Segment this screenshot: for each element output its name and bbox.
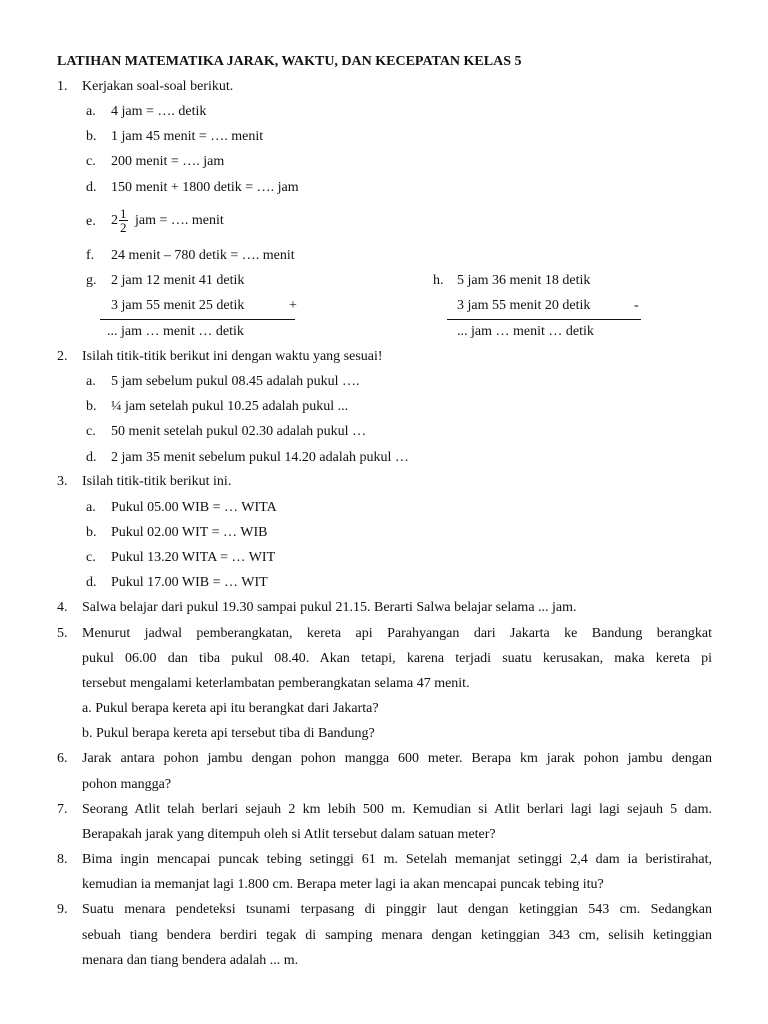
question-4-text: Salwa belajar dari pukul 19.30 sampai pukul 21.15. Berarti Salwa belajar selama ... jam. — [82, 600, 577, 615]
q1d-text: 150 menit + 1800 detik = …. jam — [111, 180, 299, 195]
q1e-label: e. — [86, 214, 96, 229]
question-3-number: 3. — [57, 474, 68, 489]
question-8-line-1: Bima ingin mencapai puncak tebing setinggi 61 m. Setelah memanjat setinggi 2,4 dam ia beristirahat, — [82, 852, 712, 867]
question-7-line-2: Berapakah jarak yang ditempuh oleh si Atlit tersebut dalam satuan meter? — [82, 827, 496, 842]
q1b-label: b. — [86, 129, 97, 144]
question-5-line-3: tersebut mengalami keterlambatan pemberangkatan selama 47 menit. — [82, 676, 470, 691]
q2a-label: a. — [86, 374, 96, 389]
q2c-label: c. — [86, 424, 96, 439]
question-9-number: 9. — [57, 902, 68, 917]
question-2-text: Isilah titik-titik berikut ini dengan waktu yang sesuai! — [82, 349, 383, 364]
question-9-line-3: menara dan tiang bendera adalah ... m. — [82, 953, 299, 968]
q3c-label: c. — [86, 550, 96, 565]
q3c-text: Pukul 13.20 WITA = … WIT — [111, 550, 276, 565]
page-title: LATIHAN MATEMATIKA JARAK, WAKTU, DAN KECEPATAN KELAS 5 — [57, 54, 522, 69]
q1d-label: d. — [86, 180, 97, 195]
q3a-label: a. — [86, 500, 96, 515]
q1a-label: a. — [86, 104, 96, 119]
question-9-line-1: Suatu menara pendeteksi tsunami terpasang di pinggir laut dengan ketinggian 543 cm. Sedangkan — [82, 902, 712, 917]
q3a-text: Pukul 05.00 WIB = … WITA — [111, 500, 277, 515]
fraction — [119, 207, 128, 234]
q1h-difference-line — [447, 319, 641, 320]
q1h-line2: 3 jam 55 menit 20 detik — [457, 298, 591, 313]
question-1-text: Kerjakan soal-soal berikut. — [82, 79, 234, 94]
q3b-text: Pukul 02.00 WIT = … WIB — [111, 525, 268, 540]
mixed-number-whole: 2 — [111, 213, 118, 228]
q1e-rest: jam = …. menit — [135, 213, 224, 228]
question-7-number: 7. — [57, 802, 68, 817]
q3d-text: Pukul 17.00 WIB = … WIT — [111, 575, 268, 590]
question-6-line-1: Jarak antara pohon jambu dengan pohon mangga 600 meter. Berapa km jarak pohon jambu dengan — [82, 751, 712, 766]
question-5-sub-a: a. Pukul berapa kereta api itu berangkat dari Jakarta? — [82, 701, 379, 716]
q2d-text: 2 jam 35 menit sebelum pukul 14.20 adalah pukul … — [111, 450, 409, 465]
q1h-line1: 5 jam 36 menit 18 detik — [457, 273, 591, 288]
fraction-numerator: 1 — [120, 206, 127, 222]
question-9-line-2: sebuah tiang bendera berdiri tegak di samping menara dengan ketinggian 343 cm, selisih ketinggian — [82, 928, 712, 943]
question-8-line-2: kemudian ia memanjat lagi 1.800 cm. Berapa meter lagi ia akan mencapai puncak tebing itu? — [82, 877, 604, 892]
q2b-label: b. — [86, 399, 97, 414]
q3b-label: b. — [86, 525, 97, 540]
q1g-label: g. — [86, 273, 97, 288]
q1h-result: ... jam … menit … detik — [457, 324, 594, 339]
q1c-text: 200 menit = …. jam — [111, 154, 225, 169]
q1g-line2: 3 jam 55 menit 25 detik — [111, 298, 245, 313]
question-1-number: 1. — [57, 79, 68, 94]
q2a-text: 5 jam sebelum pukul 08.45 adalah pukul …. — [111, 374, 360, 389]
question-8-number: 8. — [57, 852, 68, 867]
q1f-text: 24 menit – 780 detik = …. menit — [111, 248, 295, 263]
q1e-text — [111, 204, 224, 238]
q1g-operator: + — [289, 298, 297, 313]
q1a-text: 4 jam = …. detik — [111, 104, 207, 119]
q1c-label: c. — [86, 154, 96, 169]
question-5-line-1: Menurut jadwal pemberangkatan, kereta api Parahyangan dari Jakarta ke Bandung berangkat — [82, 626, 712, 641]
question-4-number: 4. — [57, 600, 68, 615]
question-6-number: 6. — [57, 751, 68, 766]
q1f-label: f. — [86, 248, 95, 263]
question-5-number: 5. — [57, 626, 68, 641]
q1g-sum-line — [100, 319, 295, 320]
question-2-number: 2. — [57, 349, 68, 364]
q3d-label: d. — [86, 575, 97, 590]
question-3-text: Isilah titik-titik berikut ini. — [82, 474, 232, 489]
q1g-line1: 2 jam 12 menit 41 detik — [111, 273, 245, 288]
question-5-line-2: pukul 06.00 dan tiba pukul 08.40. Akan tetapi, karena terjadi suatu kerusakan, maka kereta pi — [82, 651, 712, 666]
question-7-line-1: Seorang Atlit telah berlari sejauh 2 km lebih 500 m. Kemudian si Atlit berlari lagi lagi sejauh 5 dam. — [82, 802, 712, 817]
fraction-denominator: 2 — [120, 220, 127, 236]
q1h-label: h. — [433, 273, 444, 288]
question-5-sub-b: b. Pukul berapa kereta api tersebut tiba di Bandung? — [82, 726, 375, 741]
q1g-result: ... jam … menit … detik — [107, 324, 244, 339]
q1h-operator: - — [634, 298, 639, 313]
q2c-text: 50 menit setelah pukul 02.30 adalah pukul … — [111, 424, 367, 439]
q2d-label: d. — [86, 450, 97, 465]
question-6-line-2: pohon mangga? — [82, 777, 172, 792]
q1b-text: 1 jam 45 menit = …. menit — [111, 129, 264, 144]
q2b-text: ¼ jam setelah pukul 10.25 adalah pukul ... — [111, 399, 349, 414]
